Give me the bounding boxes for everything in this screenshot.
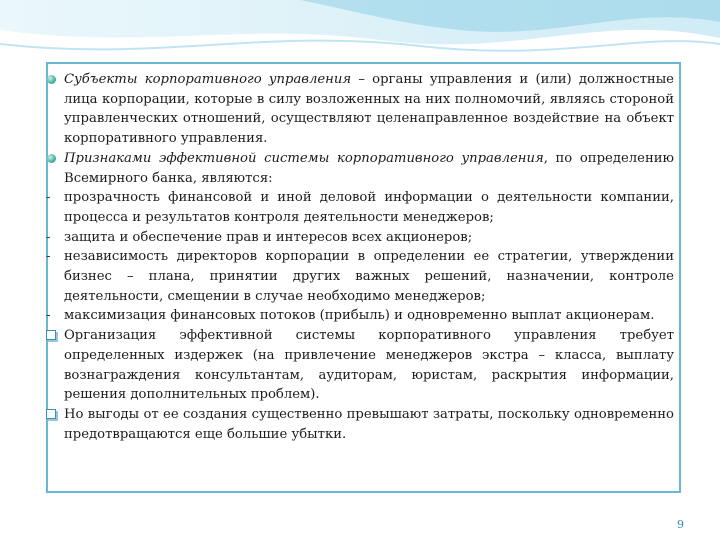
- item-text: – органы управления и (или) должностные лица корпорации, которые в силу возложенных на них полномочий, являясь стороной управленческих отношений, осуществляют целенаправленное воздействие на объект корпоративного управления.: [64, 72, 674, 147]
- emphasized-term: Признаками эффективной системы корпоративного управления: [64, 150, 544, 166]
- checkbox-bullet-icon: [44, 326, 62, 345]
- checkbox-bullet-icon: [44, 405, 62, 424]
- dot-icon: [47, 75, 56, 84]
- list-item: [44, 70, 674, 149]
- wave-line: [0, 41, 720, 51]
- dash-symbol: -: [46, 229, 51, 245]
- box-icon: [46, 409, 56, 419]
- emphasized-term: Субъекты корпоративного управления: [64, 72, 352, 87]
- box-icon: [46, 330, 56, 340]
- dot-icon: [47, 154, 56, 163]
- dot-bullet-icon: [44, 149, 62, 168]
- page-number: 9: [677, 518, 684, 531]
- dash-bullet: [44, 228, 62, 247]
- item-text: Организация эффективной системы корпоративного управления требует определенных издержек (на привлечение менеджеров экстра – класса, выплату вознаграждения консультантам, аудиторам, юристам, раскрытия информации, решения дополнительных проблем).: [64, 328, 674, 403]
- dash-symbol: -: [46, 249, 51, 265]
- list-item: [44, 149, 674, 188]
- list-item: [44, 405, 674, 444]
- dash-bullet: [44, 247, 62, 266]
- dash-symbol: -: [46, 190, 51, 206]
- list-item: [44, 228, 674, 248]
- item-text: , по определению Всемирного банка, являются:: [64, 150, 674, 186]
- item-text: защита и обеспечение прав и интересов всех акционеров;: [64, 229, 473, 245]
- list-item: [44, 188, 674, 227]
- dash-symbol: -: [46, 308, 51, 324]
- item-text: максимизация финансовых потоков (прибыль) и одновременно выплат акционерам.: [64, 308, 655, 324]
- list-item: [44, 326, 674, 405]
- item-text: независимость директоров корпорации в определении ее стратегии, утверждении бизнес – плана, принятии других важных решений, назначении, контроле деятельности, смещении в случае необходимо менеджеров;: [64, 249, 674, 304]
- dash-bullet: [44, 306, 62, 325]
- list-item: [44, 306, 674, 326]
- item-text: прозрачность финансовой и иной деловой информации о деятельности компании, процесса и результатов контроля деятельности менеджеров;: [64, 190, 674, 225]
- dot-bullet-icon: [44, 70, 62, 89]
- item-text: Но выгоды от ее создания существенно превышают затраты, поскольку одновременно предотвращаются еще большие убытки.: [64, 406, 674, 442]
- bullet-list: [44, 70, 674, 444]
- list-item: [44, 247, 674, 306]
- dash-bullet: [44, 188, 62, 207]
